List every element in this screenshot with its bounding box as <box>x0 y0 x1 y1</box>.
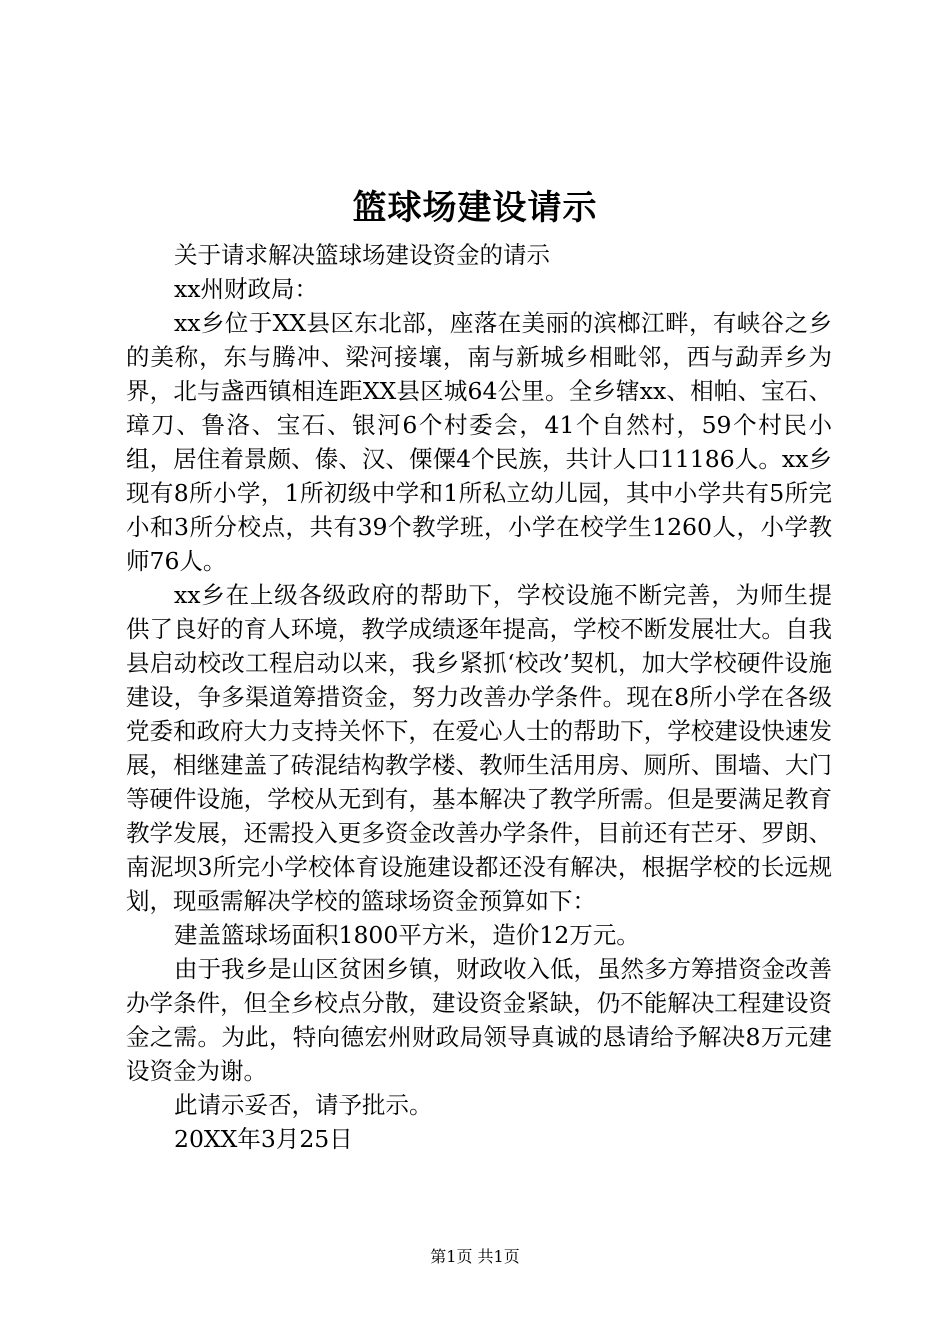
document-body <box>126 238 832 1156</box>
paragraph-budget: 建盖篮球场面积1800平方米，造价12万元。 <box>174 921 640 949</box>
page-footer: 第1页 共1页 <box>430 1247 520 1266</box>
paragraph-intro: xx乡位于XX县区东北部，座落在美丽的滨榔江畔，有峡谷之乡的美称，东与腾冲、梁河接壤，南与新城乡相毗邻，西与勐弄乡为界，北与盏西镇相连距XX县区城64公里。全乡辖xx、相帕、宝石、璋刀、鲁洛、宝石、银河6个村委会，41个自然村，59个村民小组，居住着景颇、傣、汉、傈僳4个民族，共计人口11186人。xx乡现有8所小学，1所初级中学和1所私立幼儿园，其中小学共有5所完小和3所分校点，共有39个教学班，小学在校学生1260人，小学教师76人。 <box>126 309 832 575</box>
document-date: 20XX年3月25日 <box>174 1125 353 1153</box>
document-title: 篮球场建设请示 <box>352 188 598 228</box>
paragraph-request: 由于我乡是山区贫困乡镇，财政收入低，虽然多方筹措资金改善办学条件，但全乡校点分散，建设资金紧缺，仍不能解决工程建设资金之需。为此，特向德宏州财政局领导真诚的恳请给予解决8万元建设资金为谢。 <box>126 955 832 1085</box>
subject-line: 关于请求解决篮球场建设资金的请示 <box>174 241 550 269</box>
paragraph-development: xx乡在上级各级政府的帮助下，学校设施不断完善，为师生提供了良好的育人环境，教学成绩逐年提高，学校不断发展壮大。自我县启动校改工程启动以来，我乡紧抓‘校改’契机，加大学校硬件设施建设，争多渠道筹措资金，努力改善办学条件。现在8所小学在各级党委和政府大力支持关怀下，在爱心人士的帮助下，学校建设快速发展，相继建盖了砖混结构教学楼、教师生活用房、厕所、围墙、大门等硬件设施，学校从无到有，基本解决了教学所需。但是要满足教育教学发展，还需投入更多资金改善办学条件，目前还有芒牙、罗朗、南泥坝3所完小学校体育设施建设都还没有解决，根据学校的长远规划，现亟需解决学校的篮球场资金预算如下： <box>126 581 832 915</box>
paragraph-closing: 此请示妥否，请予批示。 <box>174 1091 433 1119</box>
recipient-line: xx州财政局： <box>174 275 319 303</box>
